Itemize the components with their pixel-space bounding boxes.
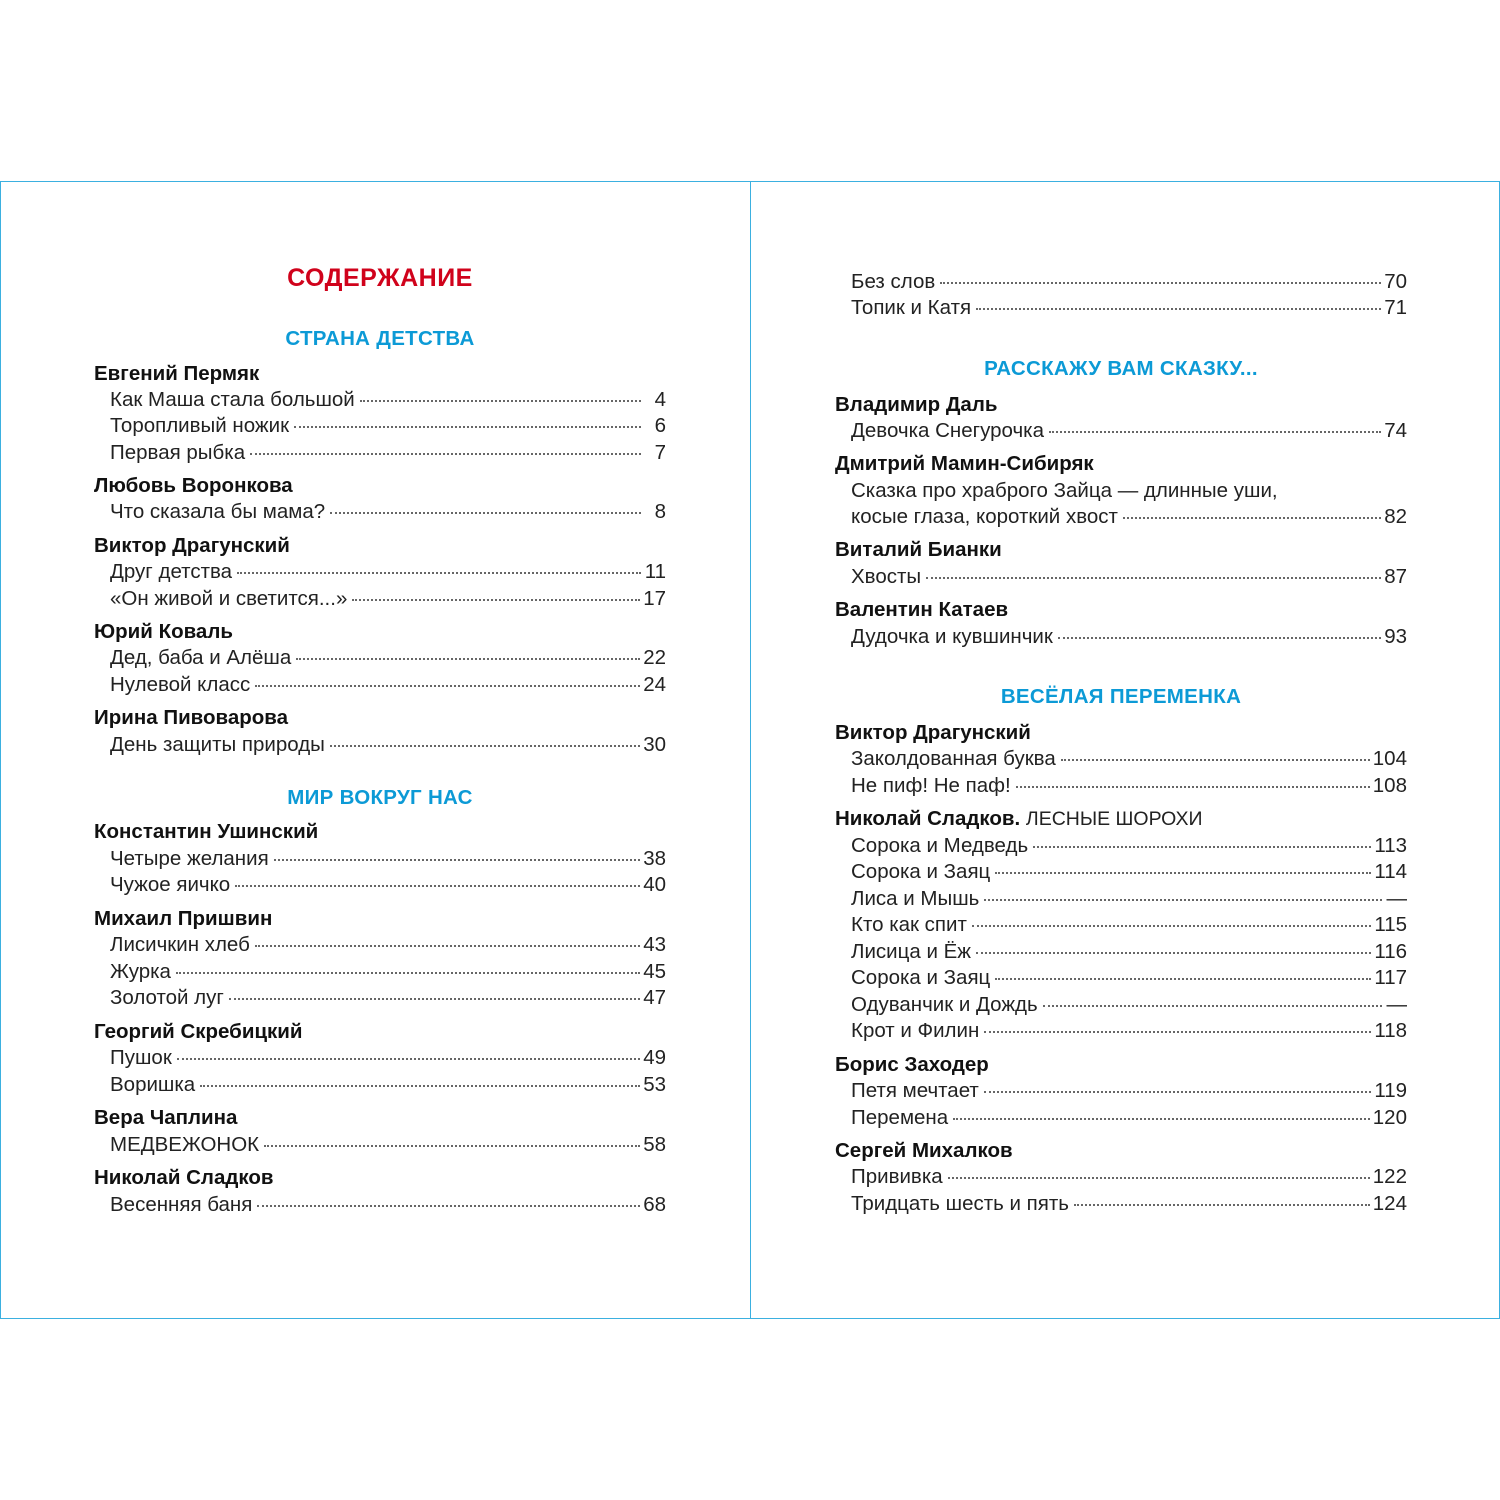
entry-page: 71	[1384, 296, 1407, 319]
entry-page: 68	[643, 1193, 666, 1216]
entry-title: Кто как спит	[851, 913, 967, 936]
entry-page: 17	[643, 587, 666, 610]
leader-dots	[1043, 1004, 1382, 1007]
author-name	[835, 807, 1407, 831]
entry-title: Девочка Снегурочка	[851, 419, 1044, 442]
cycle-title: ЛЕСНЫЕ ШОРОХИ	[1025, 808, 1203, 830]
leader-dots	[177, 1057, 640, 1060]
toc-entry[interactable]	[110, 500, 666, 524]
leader-dots	[1016, 785, 1370, 788]
leader-dots	[984, 1090, 1372, 1093]
entry-title: Чужое яичко	[110, 873, 231, 896]
toc-entry[interactable]	[110, 733, 666, 757]
entry-title: Без слов	[851, 270, 936, 293]
toc-entry[interactable]	[851, 860, 1407, 884]
leader-dots	[1123, 516, 1381, 519]
entry-title: Хвосты	[851, 565, 922, 588]
toc-entry[interactable]	[110, 388, 666, 412]
entry-title: Лисичкин хлеб	[110, 933, 250, 956]
entry-page: 124	[1372, 1192, 1407, 1215]
contents-heading: СОДЕРЖАНИЕ	[287, 264, 473, 292]
entry-title: Заколдованная буква	[851, 747, 1056, 770]
leader-dots	[255, 684, 640, 687]
toc-entry[interactable]	[851, 625, 1407, 649]
author-name: Виктор Драгунский	[835, 721, 1031, 744]
entry-page: 58	[643, 1133, 666, 1156]
leader-dots	[235, 884, 640, 887]
toc-entry[interactable]	[851, 1192, 1407, 1216]
toc-entry[interactable]	[851, 747, 1407, 771]
author-name: Константин Ушинский	[94, 820, 319, 843]
toc-entry[interactable]	[851, 1106, 1407, 1130]
toc-entry[interactable]	[110, 560, 666, 584]
leader-dots	[995, 977, 1371, 980]
entry-page: 117	[1374, 966, 1407, 989]
entry-page: 70	[1384, 270, 1407, 293]
leader-dots	[926, 576, 1381, 579]
entry-title: Тридцать шесть и пять	[851, 1192, 1069, 1215]
entry-page: 93	[1384, 625, 1407, 648]
entry-title: Петя мечтает	[851, 1079, 979, 1102]
entry-title: Дед, баба и Алёша	[110, 646, 292, 669]
toc-entry[interactable]	[110, 1133, 666, 1157]
entry-title: Одуванчик и Дождь	[851, 993, 1038, 1016]
leader-dots	[330, 511, 641, 514]
toc-entry[interactable]	[110, 1193, 666, 1217]
author-name: Виталий Бианки	[835, 538, 1002, 561]
entry-page: 113	[1374, 834, 1407, 857]
entry-title: Не пиф! Не паф!	[851, 774, 1011, 797]
leader-dots	[330, 744, 640, 747]
entry-title: Сорока и Медведь	[851, 834, 1029, 857]
entry-page: 8	[654, 500, 666, 523]
entry-title: Лисица и Ёж	[851, 940, 971, 963]
entry-title: Друг детства	[110, 560, 233, 583]
entry-page: 49	[643, 1046, 666, 1069]
author-name: Дмитрий Мамин-Сибиряк	[835, 452, 1094, 475]
entry-page: 82	[1384, 505, 1407, 528]
entry-page: —	[1386, 887, 1407, 910]
leader-dots	[1049, 430, 1381, 433]
leader-dots	[229, 997, 640, 1000]
leader-dots	[200, 1084, 640, 1087]
author-name: Юрий Коваль	[94, 620, 233, 643]
author-name: Николай Сладков	[94, 1166, 274, 1189]
leader-dots	[176, 971, 640, 974]
entry-title: Лиса и Мышь	[851, 887, 980, 910]
toc-entry[interactable]	[851, 1019, 1407, 1043]
toc-entry[interactable]	[851, 1079, 1407, 1103]
toc-entry[interactable]	[110, 847, 666, 871]
entry-page: 122	[1372, 1165, 1407, 1188]
entry-title-line[interactable]: Сказка про храброго Зайца — длинные уши,	[851, 479, 1278, 502]
entry-title: Четыре желания	[110, 847, 269, 870]
entry-title: Как Маша стала большой	[110, 388, 355, 411]
author-name: Любовь Воронкова	[94, 474, 293, 497]
entry-page: 45	[643, 960, 666, 983]
entry-title: Сорока и Заяц	[851, 966, 991, 989]
leader-dots	[257, 1204, 640, 1207]
toc-entry[interactable]	[851, 419, 1407, 443]
leader-dots	[296, 657, 640, 660]
entry-page: 43	[643, 933, 666, 956]
entry-page: 108	[1372, 774, 1407, 797]
entry-page: —	[1386, 993, 1407, 1016]
entry-title: Золотой луг	[110, 986, 224, 1009]
leader-dots	[250, 452, 641, 455]
toc-entry[interactable]	[851, 296, 1407, 320]
entry-title: Пушок	[110, 1046, 172, 1069]
entry-page: 104	[1372, 747, 1407, 770]
entry-page: 118	[1374, 1019, 1407, 1042]
toc-entry[interactable]	[851, 270, 1407, 294]
entry-title: День защиты природы	[110, 733, 325, 756]
toc-entry[interactable]	[851, 774, 1407, 798]
entry-title: Журка	[110, 960, 171, 983]
entry-page: 38	[643, 847, 666, 870]
leader-dots	[1033, 845, 1371, 848]
entry-page: 4	[654, 388, 666, 411]
entry-title: Топик и Катя	[851, 296, 972, 319]
author-name: Георгий Скребицкий	[94, 1020, 303, 1043]
entry-title: Прививка	[851, 1165, 943, 1188]
toc-entry[interactable]	[110, 1046, 666, 1070]
entry-page: 7	[654, 441, 666, 464]
entry-page: 22	[643, 646, 666, 669]
entry-page: 6	[654, 414, 666, 437]
toc-entry[interactable]	[851, 993, 1407, 1017]
toc-entry[interactable]	[851, 966, 1407, 990]
author-name: Борис Заходер	[835, 1053, 989, 1076]
leader-dots	[264, 1144, 640, 1147]
leader-dots	[237, 571, 641, 574]
author-name: Виктор Драгунский	[94, 534, 290, 557]
leader-dots	[940, 281, 1381, 284]
entry-title: МЕДВЕЖОНОК	[110, 1133, 260, 1156]
entry-title: Крот и Филин	[851, 1019, 980, 1042]
entry-title: Сорока и Заяц	[851, 860, 991, 883]
leader-dots	[360, 399, 641, 402]
entry-page: 40	[643, 873, 666, 896]
toc-entry[interactable]	[110, 441, 666, 465]
author-name: Владимир Даль	[835, 393, 998, 416]
author-name: Сергей Михалков	[835, 1139, 1013, 1162]
leader-dots	[995, 871, 1371, 874]
entry-title: Торопливый ножик	[110, 414, 290, 437]
section-title: ВЕСЁЛАЯ ПЕРЕМЕНКА	[1000, 685, 1242, 708]
leader-dots	[1061, 758, 1370, 761]
entry-title: Нулевой класс	[110, 673, 251, 696]
leader-dots	[352, 598, 640, 601]
leader-dots	[294, 425, 641, 428]
leader-dots	[948, 1176, 1370, 1179]
leader-dots	[984, 898, 1382, 901]
entry-title: косые глаза, короткий хвост	[851, 505, 1118, 528]
leader-dots	[1058, 636, 1381, 639]
entry-page: 74	[1384, 419, 1407, 442]
toc-entry[interactable]	[110, 960, 666, 984]
entry-page: 114	[1374, 860, 1407, 883]
toc-entry[interactable]	[851, 1165, 1407, 1189]
author-name: Михаил Пришвин	[94, 907, 273, 930]
entry-title: «Он живой и светится...»	[110, 587, 348, 610]
toc-entry[interactable]	[110, 587, 666, 611]
book-spread	[0, 181, 1500, 1319]
leader-dots	[274, 858, 641, 861]
entry-page: 119	[1374, 1079, 1407, 1102]
toc-entry[interactable]	[851, 565, 1407, 589]
entry-page: 87	[1384, 565, 1407, 588]
toc-entry[interactable]	[851, 505, 1407, 529]
author-name: Валентин Катаев	[835, 598, 1009, 621]
author-name-text: Николай Сладков.	[835, 807, 1021, 830]
entry-title: Первая рыбка	[110, 441, 246, 464]
entry-page: 116	[1374, 940, 1407, 963]
entry-title: Перемена	[851, 1106, 949, 1129]
entry-page: 53	[643, 1073, 666, 1096]
toc-entry[interactable]	[851, 913, 1407, 937]
entry-title: Дудочка и кувшинчик	[851, 625, 1053, 648]
toc-entry[interactable]	[851, 940, 1407, 964]
entry-page: 47	[643, 986, 666, 1009]
toc-entry[interactable]	[851, 887, 1407, 911]
toc-entry[interactable]	[110, 673, 666, 697]
leader-dots	[953, 1117, 1370, 1120]
entry-page: 120	[1372, 1106, 1407, 1129]
leader-dots	[1074, 1203, 1370, 1206]
entry-title: Что сказала бы мама?	[110, 500, 326, 523]
entry-page: 24	[643, 673, 666, 696]
toc-entry[interactable]	[110, 1073, 666, 1097]
toc-entry[interactable]	[110, 646, 666, 670]
toc-entry[interactable]	[110, 414, 666, 438]
leader-dots	[976, 951, 1371, 954]
entry-page: 115	[1374, 913, 1407, 936]
toc-entry[interactable]	[110, 986, 666, 1010]
leader-dots	[976, 307, 1381, 310]
toc-entry[interactable]	[110, 873, 666, 897]
author-name: Ирина Пивоварова	[94, 706, 289, 729]
section-title: РАССКАЖУ ВАМ СКАЗКУ...	[984, 357, 1258, 380]
toc-entry[interactable]	[110, 933, 666, 957]
entry-title: Весенняя баня	[110, 1193, 253, 1216]
author-name: Вера Чаплина	[94, 1106, 238, 1129]
leader-dots	[984, 1030, 1371, 1033]
section-title: МИР ВОКРУГ НАС	[287, 786, 473, 809]
page-fold	[750, 182, 751, 1318]
leader-dots	[255, 944, 640, 947]
toc-entry[interactable]	[851, 834, 1407, 858]
author-name: Евгений Пермяк	[94, 362, 260, 385]
entry-title: Воришка	[110, 1073, 196, 1096]
entry-page: 11	[644, 560, 666, 583]
section-title: СТРАНА ДЕТСТВА	[285, 327, 475, 350]
entry-page: 30	[643, 733, 666, 756]
leader-dots	[972, 924, 1371, 927]
